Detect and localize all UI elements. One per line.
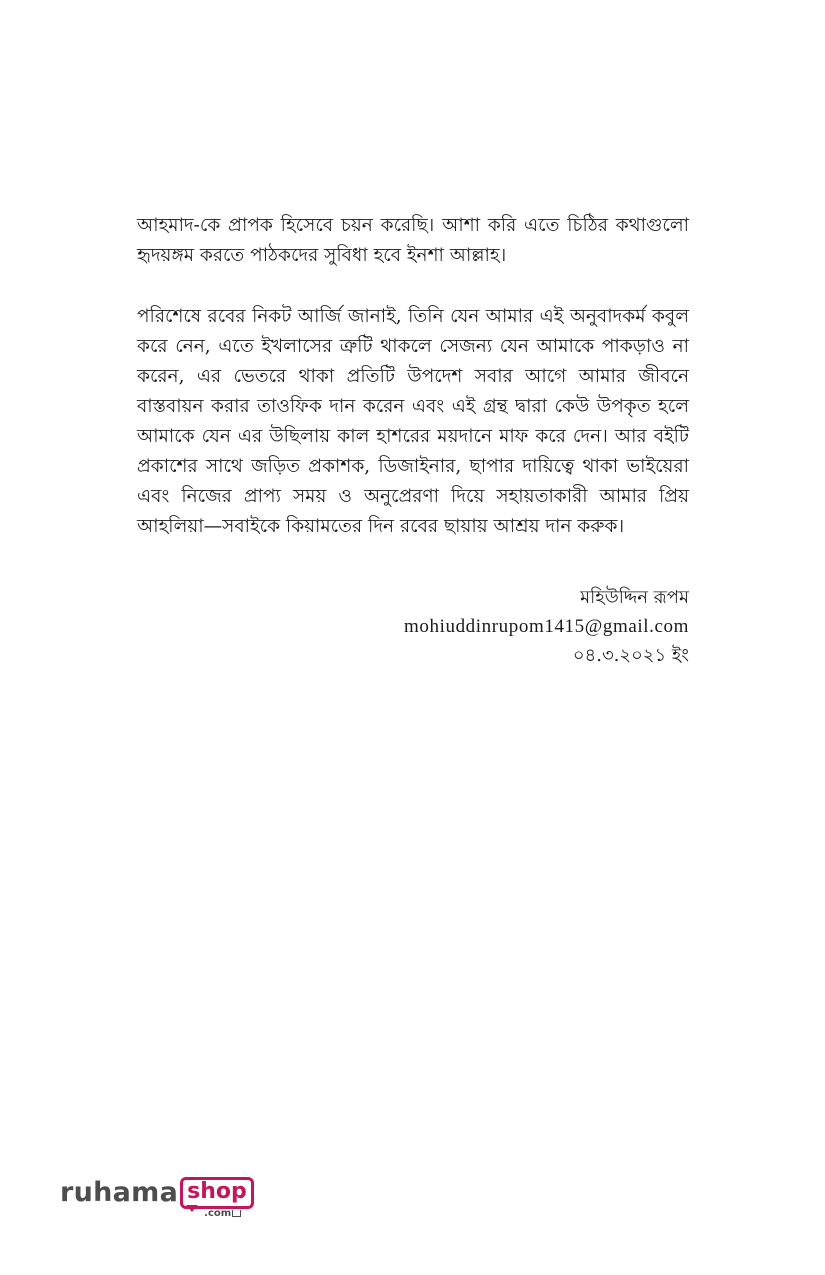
ruhama-shop-watermark-logo — [60, 1177, 254, 1223]
signature-block — [404, 583, 689, 670]
logo-domain — [204, 1208, 241, 1219]
logo-brand-right: shop — [180, 1177, 254, 1209]
logo-domain-text: .com — [204, 1208, 232, 1219]
speech-bubble-tail-icon — [186, 1205, 198, 1212]
author-name: মহিউদ্দিন রূপম — [580, 587, 689, 608]
author-email: mohiuddinrupom1415@gmail.com — [404, 616, 689, 637]
body-paragraph-1: আহমাদ-কে প্রাপক হিসেবে চয়ন করেছি। আশা করি এতে চিঠির কথাগুলো হৃদয়ঙ্গম করতে পাঠকদের সুবিধা হবে ইনশা আল্লাহ। — [137, 214, 689, 266]
logo-brand-left: ruhama — [60, 1177, 179, 1208]
signature-date: ০৪.৩.২০২১ ইং — [572, 645, 689, 666]
body-paragraph-2: পরিশেষে রবের নিকট আর্জি জানাই, তিনি যেন আমার এই অনুবাদকর্ম কবুল করে নেন, এতে ইখলাসের ত্রুটি থাকলে সেজন্য যেন আমাকে পাকড়াও না করেন, এর ভেতরে থাকা প্রতিটি উপদেশ সবার আগে আমার জীবনে বাস্তবায়ন করার তাওফিক দান করেন এবং এই গ্রন্থ দ্বারা কেউ উপকৃত হলে আমাকে যেন এর উছিলায় কাল হাশরের ময়দানে মাফ করে দেন। আর বইটি প্রকাশের সাথে জড়িত প্রকাশক, ডিজাইনার, ছাপার দায়িত্বে থাকা ভাইয়েরা এবং নিজের প্রাপ্য সময় ও অনুপ্রেরণা দিয়ে সহায়তাকারী আমার প্রিয় আহলিয়া—সবাইকে কিয়ামতের দিন রবের ছায়ায় আশ্রয় দান করুক। — [137, 305, 689, 537]
logo-shop-bubble — [180, 1177, 254, 1219]
cart-icon — [232, 1210, 241, 1217]
